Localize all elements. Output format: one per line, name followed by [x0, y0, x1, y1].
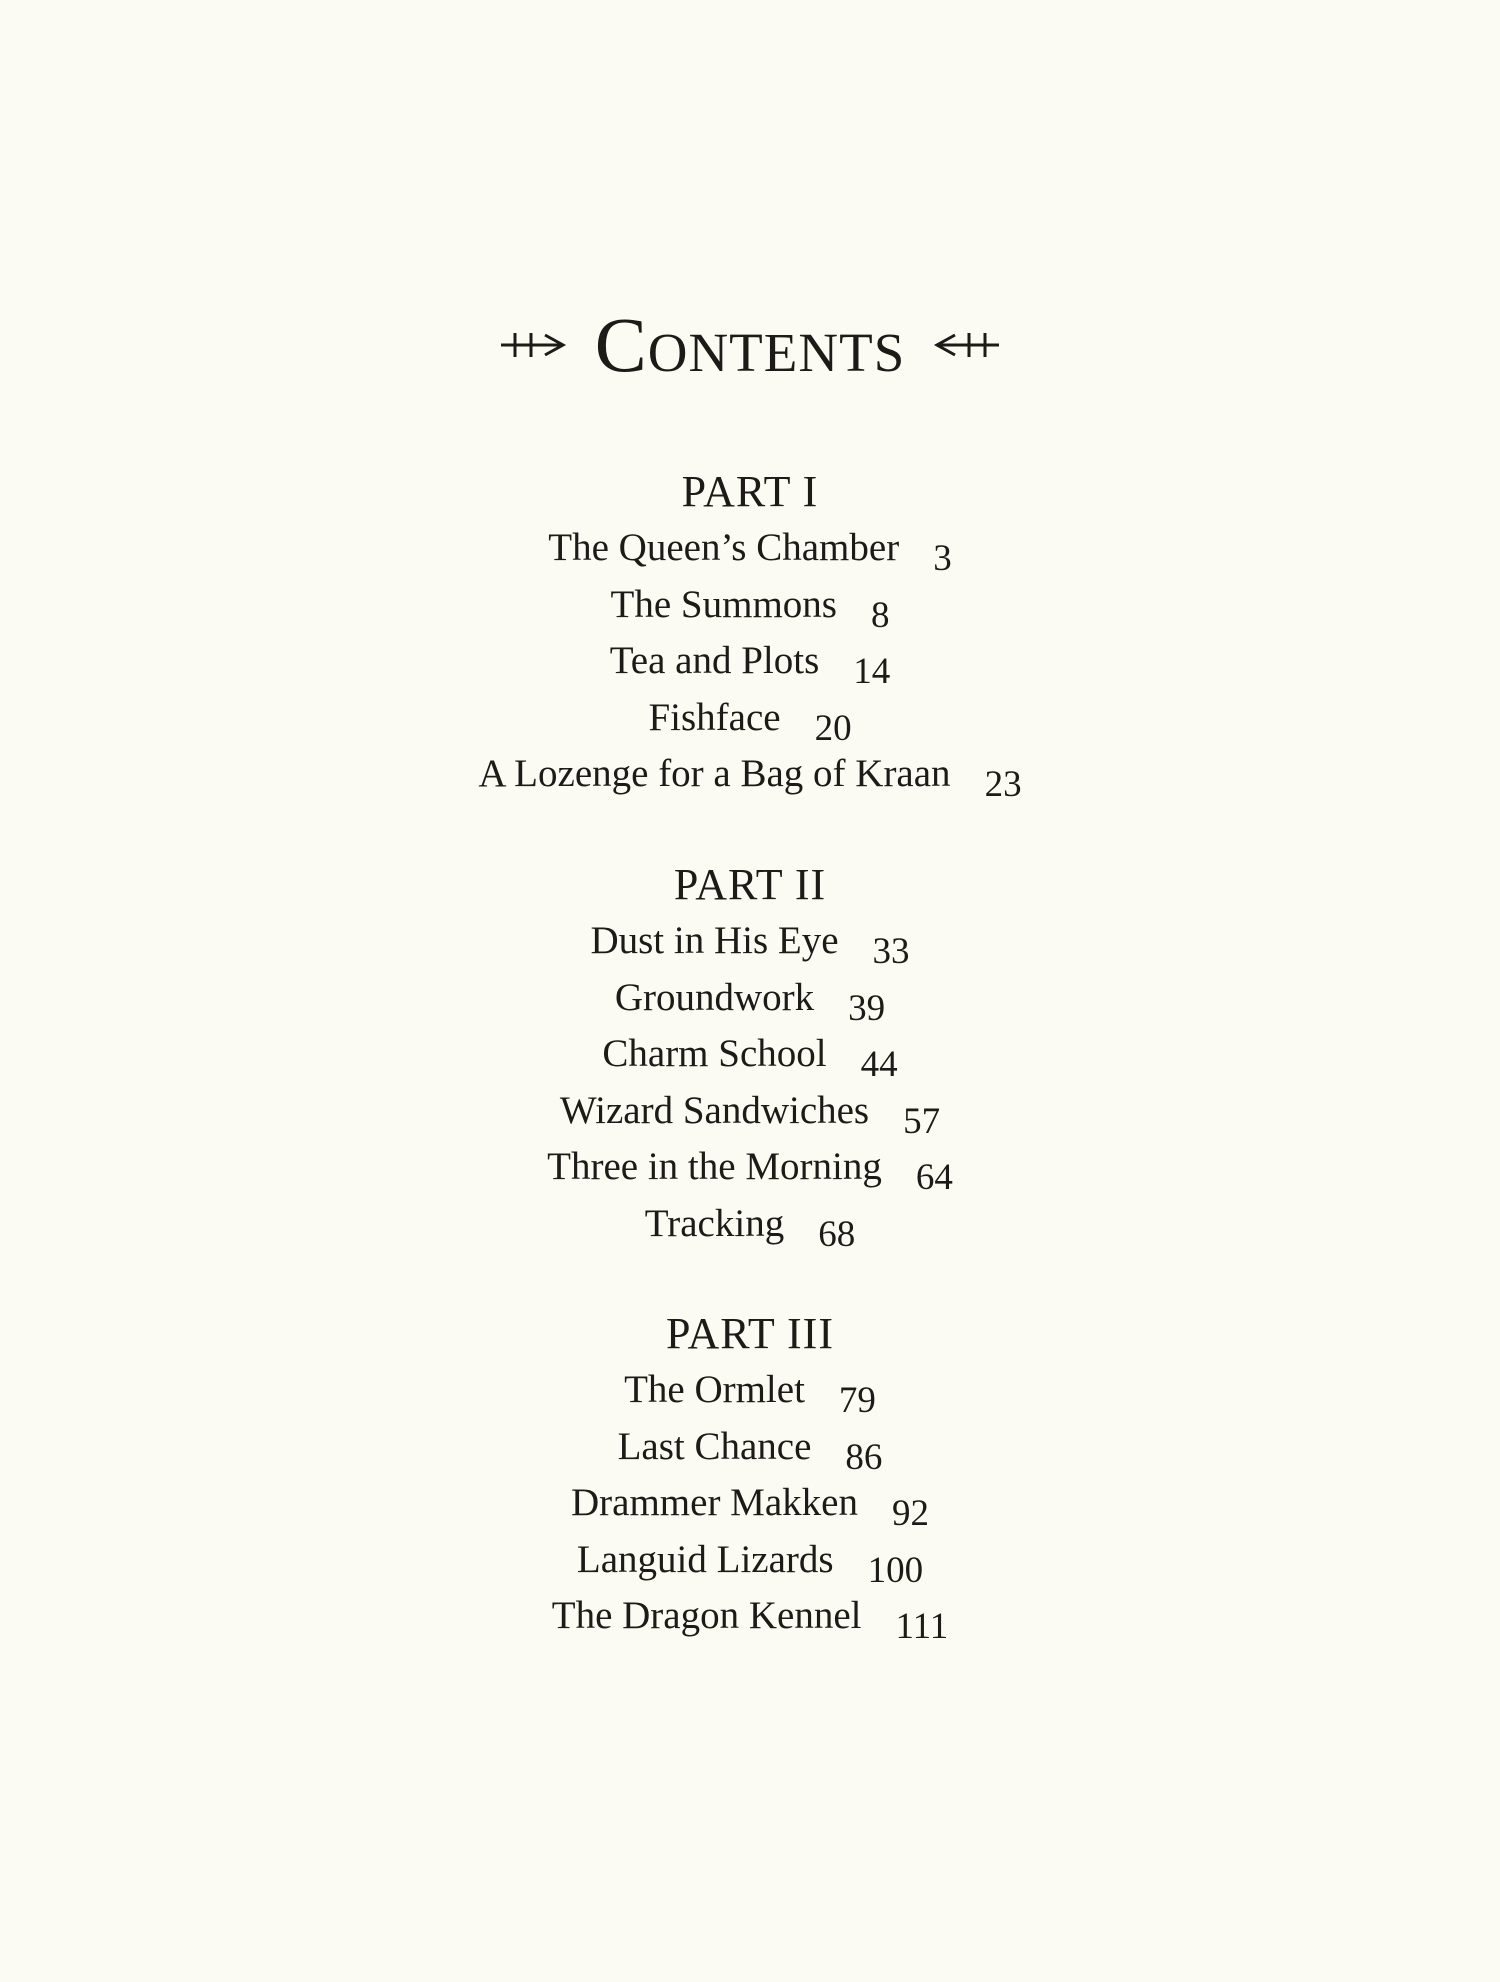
chapter-title: The Summons: [610, 582, 837, 626]
toc-entry: [0, 1083, 1500, 1140]
page-number: 20: [814, 707, 852, 749]
chapter-title: Groundwork: [614, 975, 815, 1019]
toc-entry: [0, 1026, 1500, 1083]
part-1: [0, 464, 1500, 803]
toc-entry: [0, 970, 1500, 1027]
page-number: 92: [891, 1493, 929, 1534]
chapter-title: Three in the Morning: [547, 1145, 882, 1188]
page-number: 3: [933, 538, 952, 579]
right-ornament-icon: [931, 325, 1003, 365]
chapter-title: The Dragon Kennel: [551, 1594, 862, 1637]
chapter-title: Fishface: [648, 695, 781, 739]
contents-heading: [0, 300, 1500, 390]
part-3: [0, 1306, 1500, 1645]
page-number: 39: [848, 987, 886, 1029]
chapter-title: The Queen’s Chamber: [548, 526, 900, 569]
chapter-title: Wizard Sandwiches: [559, 1088, 870, 1132]
page-title: Contents: [594, 301, 906, 388]
chapter-title: Charm School: [602, 1032, 827, 1075]
part-title: PART III: [666, 1309, 834, 1358]
toc-entry: [0, 1362, 1500, 1419]
toc-entry: [0, 1588, 1500, 1645]
page-number: 64: [915, 1157, 953, 1198]
chapter-title: Languid Lizards: [576, 1537, 834, 1581]
toc-entry: [0, 1475, 1500, 1532]
part-title: PART I: [681, 467, 819, 516]
page-number: 68: [818, 1213, 856, 1255]
toc-entry: [0, 913, 1500, 970]
page-number: 79: [838, 1380, 876, 1421]
chapter-title: Dust in His Eye: [590, 919, 839, 962]
page-number: 8: [870, 594, 890, 636]
toc-entry: [0, 1532, 1500, 1589]
page-number: 44: [860, 1044, 898, 1085]
page-number: 100: [867, 1549, 924, 1591]
page-number: 14: [853, 651, 891, 692]
toc-entry: [0, 577, 1500, 634]
toc-entry: [0, 633, 1500, 690]
chapter-title: The Ormlet: [624, 1368, 805, 1411]
toc-entry: [0, 1139, 1500, 1196]
toc-entry: [0, 1419, 1500, 1476]
chapter-title: Last Chance: [617, 1424, 812, 1468]
chapter-title: Tea and Plots: [609, 639, 820, 682]
part-2: [0, 857, 1500, 1255]
page-number: 57: [903, 1100, 941, 1142]
part-title: PART II: [673, 860, 827, 909]
chapter-title: A Lozenge for a Bag of Kraan: [478, 752, 951, 795]
page-number: 23: [984, 764, 1022, 805]
toc-entry: [0, 520, 1500, 577]
left-ornament-icon: [497, 325, 569, 365]
chapter-title: Drammer Makken: [571, 1481, 858, 1524]
page-number: 33: [872, 931, 910, 972]
toc-entry: [0, 1196, 1500, 1253]
toc-entry: [0, 690, 1500, 747]
toc-entry: [0, 746, 1500, 803]
page-number: 86: [845, 1436, 883, 1478]
page-number: 111: [895, 1606, 949, 1647]
chapter-title: Tracking: [644, 1201, 785, 1245]
